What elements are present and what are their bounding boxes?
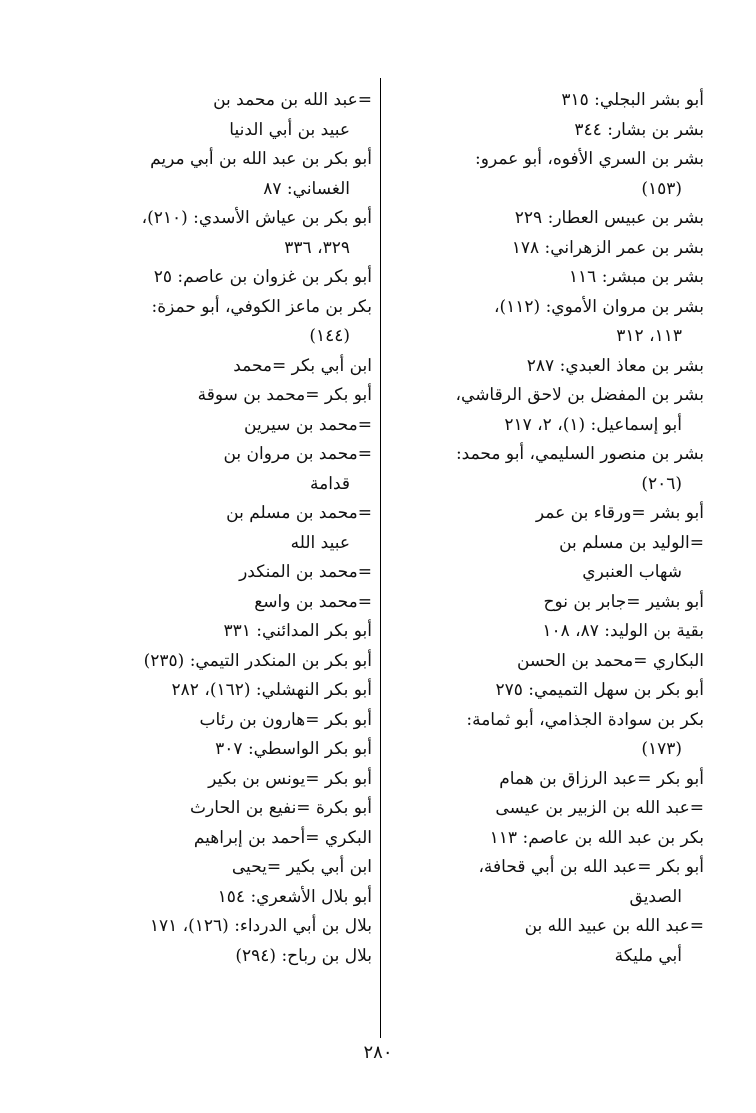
entry-line: بشر بن منصور السليمي، أبو محمد: — [455, 444, 704, 464]
entry-line: بشر بن بشار: ٣٤٤ — [574, 119, 704, 140]
entry-line: بشر بن عبيس العطار: ٢٢٩ — [514, 208, 704, 228]
entry-line: أبو بكر =عبد الرزاق بن همام — [499, 768, 704, 789]
entry-continuation-line: الصديق — [629, 886, 682, 907]
entry-line: =محمد بن المنكدر — [239, 562, 372, 582]
entry-line: أبو بكر بن عبد الله بن أبي مريم — [150, 149, 372, 169]
index-column-left — [62, 86, 372, 971]
entry-line: أبو بكر =محمد بن سوقة — [197, 385, 372, 405]
entry-line: أبو بشر البجلي: ٣١٥ — [561, 90, 704, 110]
entry-continuation-line: أبو إسماعيل: (١)، ٢، ٢١٧ — [504, 414, 682, 435]
entry-line: أبو بكر الواسطي: ٣٠٧ — [215, 739, 372, 759]
entry-line: البكري =أحمد بن إبراهيم — [193, 827, 372, 848]
column-divider — [380, 78, 381, 1038]
entry-line: أبو بكر النهشلي: (١٦٢)، ٢٨٢ — [171, 680, 372, 700]
entry-line: بشر بن السري الأفوه، أبو عمرو: — [475, 149, 704, 169]
index-entry — [62, 440, 372, 499]
index-entry — [384, 765, 704, 795]
entry-continuation-line: أبي مليكة — [614, 945, 682, 966]
entry-line: =محمد بن واسع — [254, 591, 372, 612]
entry-continuation-line: (١٧٣) — [641, 739, 682, 759]
entry-line: البكاري =محمد بن الحسن — [516, 650, 704, 671]
entry-line: أبو بكر بن عياش الأسدي: (٢١٠)، — [141, 208, 372, 228]
entry-line: بشر بن المفضل بن لاحق الرقاشي، — [455, 385, 704, 405]
index-entry — [62, 204, 372, 263]
index-entry — [62, 86, 372, 145]
index-entry — [62, 912, 372, 942]
index-entry — [62, 676, 372, 706]
entry-line: بقية بن الوليد: ٨٧، ١٠٨ — [542, 621, 704, 641]
index-entry — [62, 794, 372, 824]
index-entry — [62, 588, 372, 618]
entry-line: أبو بكر =يونس بن بكير — [208, 768, 372, 789]
index-entry — [62, 647, 372, 677]
entry-continuation-line: ١١٣، ٣١٢ — [616, 326, 682, 346]
index-entry — [62, 381, 372, 411]
index-entry — [62, 411, 372, 441]
entry-line: أبو بكر بن المنكدر التيمي: (٢٣٥) — [143, 650, 372, 671]
entry-line: ابن أبي بكر =محمد — [233, 355, 372, 376]
entry-continuation-line: الغساني: ٨٧ — [263, 178, 350, 199]
entry-line: =عبد الله بن عبيد الله بن — [524, 916, 704, 936]
index-entry — [62, 145, 372, 204]
index-entry — [62, 735, 372, 765]
index-entry — [384, 912, 704, 971]
entry-line: أبو بكر المدائني: ٣٣١ — [223, 621, 372, 641]
index-entry — [62, 499, 372, 558]
entry-line: =عبد الله بن الزبير بن عيسى — [495, 798, 704, 818]
entry-continuation-line: عبيد الله — [290, 532, 350, 553]
entry-continuation-line: عبيد بن أبي الدنيا — [229, 119, 350, 140]
index-entry — [384, 824, 704, 854]
page-number: ٢٨٠ — [363, 1042, 393, 1063]
entry-line: أبو بكر =عبد الله بن أبي قحافة، — [478, 857, 704, 877]
index-entry — [384, 647, 704, 677]
index-entry — [384, 352, 704, 382]
index-entry — [62, 883, 372, 913]
entry-line: بشر بن عمر الزهراني: ١٧٨ — [511, 237, 704, 258]
index-entry — [62, 765, 372, 795]
index-entry — [384, 706, 704, 765]
index-entry — [62, 942, 372, 972]
index-entry — [384, 381, 704, 440]
entry-line: بكر بن عبد الله بن عاصم: ١١٣ — [489, 827, 704, 848]
index-entry — [384, 676, 704, 706]
entry-line: =عبد الله بن محمد بن — [213, 90, 372, 110]
entry-continuation-line: شهاب العنبري — [582, 562, 682, 582]
index-column-right — [384, 86, 704, 971]
index-entry — [384, 86, 704, 116]
index-entry — [62, 263, 372, 293]
entry-line: بلال بن رباح: (٢٩٤) — [235, 945, 372, 966]
entry-line: =محمد بن سيرين — [244, 414, 372, 435]
entry-line: بلال بن أبي الدرداء: (١٢٦)، ١٧١ — [149, 916, 372, 936]
index-entry — [62, 853, 372, 883]
index-entry — [62, 824, 372, 854]
entry-line: بكر بن سوادة الجذامي، أبو ثمامة: — [466, 709, 704, 730]
index-entry — [384, 204, 704, 234]
entry-line: أبو بكر بن سهل التميمي: ٢٧٥ — [495, 680, 704, 700]
index-entry — [384, 145, 704, 204]
entry-line: =محمد بن مسلم بن — [226, 503, 372, 523]
index-entry — [384, 440, 704, 499]
entry-continuation-line: قدامة — [310, 473, 350, 494]
index-entry — [384, 529, 704, 588]
entry-line: أبو بكر بن غزوان بن عاصم: ٢٥ — [153, 267, 372, 287]
entry-line: أبو بشير =جابر بن نوح — [543, 591, 704, 612]
index-entry — [384, 234, 704, 264]
entry-line: أبو بكر =هارون بن رئاب — [199, 709, 372, 730]
entry-line: بشر بن معاذ العبدي: ٢٨٧ — [526, 355, 704, 376]
entry-line: =محمد بن مروان بن — [223, 444, 372, 464]
index-entry — [384, 853, 704, 912]
entry-continuation-line: ٣٢٩، ٣٣٦ — [284, 237, 350, 258]
index-entry — [62, 617, 372, 647]
entry-line: أبو بكرة =نفيع بن الحارث — [190, 798, 372, 818]
entry-continuation-line: (١٤٤) — [309, 326, 350, 346]
index-entry — [384, 794, 704, 824]
index-entry — [384, 116, 704, 146]
index-entry — [384, 499, 704, 529]
index-entry — [62, 558, 372, 588]
entry-line: بشر بن مبشر: ١١٦ — [568, 267, 704, 287]
index-entry — [62, 352, 372, 382]
index-entry — [62, 293, 372, 352]
entry-line: ابن أبي بكير =يحيى — [231, 857, 372, 877]
index-entry — [384, 293, 704, 352]
index-entry — [384, 263, 704, 293]
index-entry — [384, 617, 704, 647]
entry-continuation-line: (٢٠٦) — [641, 473, 682, 494]
entry-line: =الوليد بن مسلم بن — [559, 532, 704, 553]
index-entry — [62, 706, 372, 736]
entry-line: أبو بشر =ورقاء بن عمر — [535, 503, 704, 523]
index-entry — [384, 588, 704, 618]
entry-line: أبو بلال الأشعري: ١٥٤ — [217, 886, 372, 907]
entry-line: بشر بن مروان الأموي: (١١٢)، — [494, 296, 704, 317]
entry-continuation-line: (١٥٣) — [641, 178, 682, 199]
entry-line: بكر بن ماعز الكوفي، أبو حمزة: — [151, 296, 372, 317]
